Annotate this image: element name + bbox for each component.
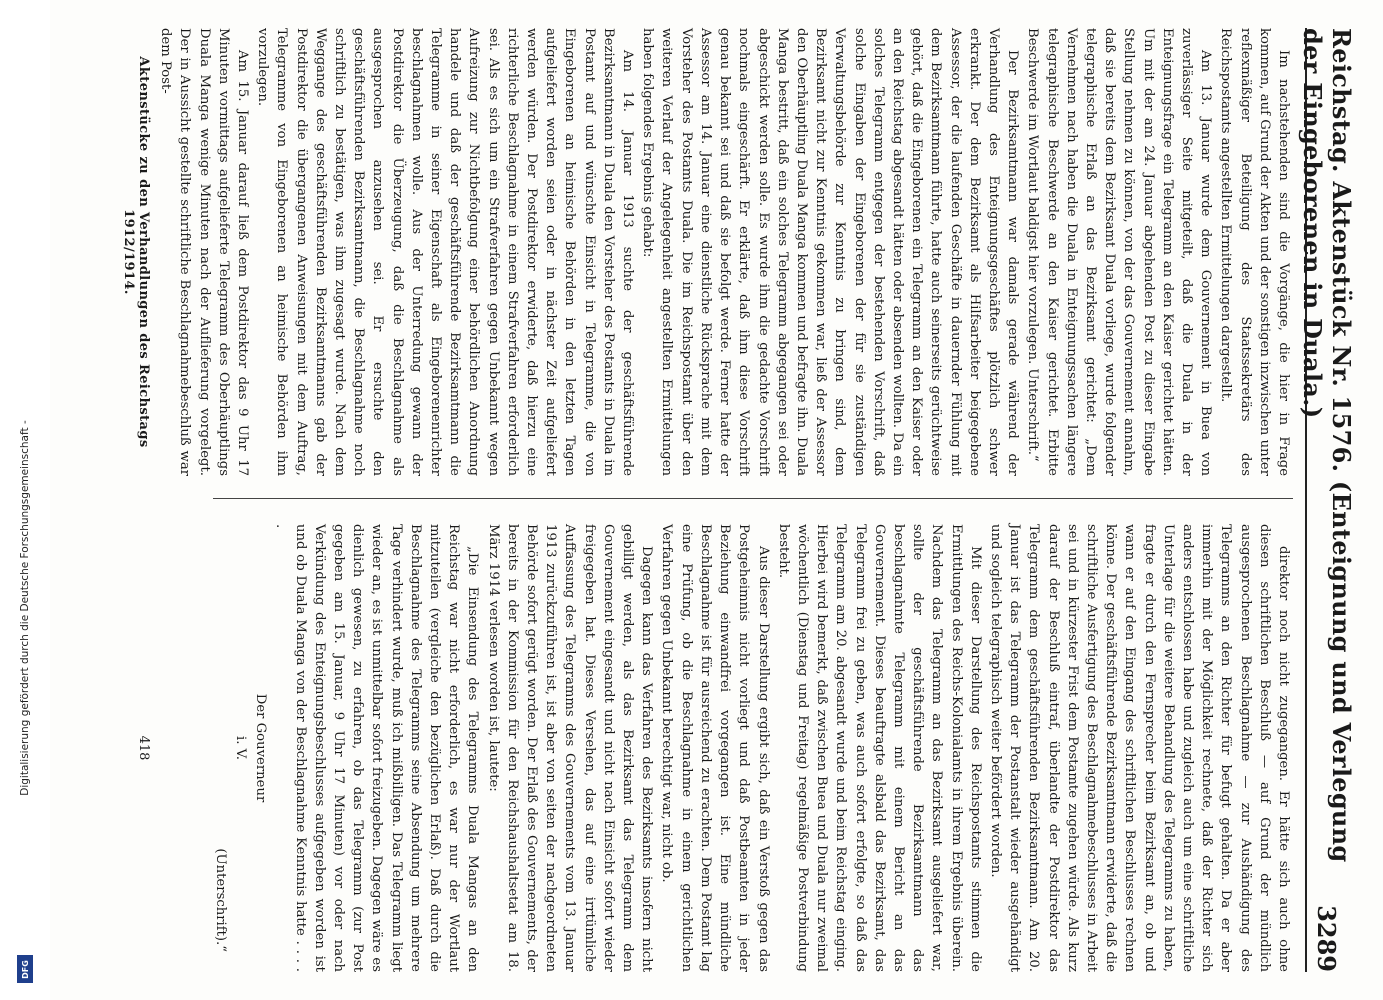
- page-number: 3289: [1312, 905, 1342, 972]
- dfg-logo-text: DFG: [20, 959, 30, 979]
- paragraph: Im nachstehenden sind die Vorgänge, die hier in Frage kommen, auf Grund der Akten und der sonstigen inzwischen unter reflexmäßiger Beteiligung des Staatssekretärs des Reichspostamts angestellten Ermittelungen dargestellt.: [1218, 28, 1291, 476]
- digitization-credit: Digitalisierung gefördert durch die Deutsche Forschungsgemeinschaft -: [19, 420, 31, 796]
- paragraph: Dagegen kann das Verfahren des Bezirksamts insofern nicht gebilligt werden, als das Bezirksamt das Telegramm dem Gouvernement eingesandt und nicht nach Einsicht sofort wieder freigegeben hat. Dieses Versehen, das auf eine irrtümliche Auffassung des Telegramms des Gouvernements vom 13. Januar 1913 zurückzuführen ist, ist aber von seiten der nachgeordneten Behörde sofort gerügt worden. Der Erlaß des Gouvernements, der bereits in der Kommission für den Reichshaushaltsetat am 18. März 1914 verlesen worden ist, lautete:: [485, 524, 655, 972]
- paragraph: „Die Einsendung des Telegramms Duala Mangas an den Reichstag war nicht erforderlich, es war nur der Wortlaut mitzuteilen (vergleiche den bezüglichen Erlaß). Daß durch die Beschlagnahme des Telegramms seine Absendung um mehrere Tage verhindert wurde, muß ich mißbilligen. Das Telegramm liegt wieder an, es ist unmittelbar sofort freizugeben. Dagegen wäre es dienlich gewesen, zu erfahren, ob das Telegramm (zur Post gegeben am 15. Januar, 9 Uhr 17 Minuten) vor oder nach Verkündung des Enteignungsbeschlusses aufgegeben worden ist und ob Duala Manga von der Beschlagnahme Kenntnis hatte . . . . .: [273, 524, 481, 972]
- digitization-sidebar: [0, 0, 50, 1000]
- paragraph: Aus dieser Darstellung ergibt sich, daß ein Verstoß gegen das Postgeheimnis nicht vorliegt und daß Postbeamten in jeder Beziehung einwandfrei vorgegangen ist. Eine mündliche Beschlagnahme ist für ausreichend zu erachten. Dem Postamt lag eine Prüfung, ob die Beschlagnahme in einem gerichtlichen Verfahren gegen Unbekannt berechtigt war, nicht ob.: [659, 524, 771, 972]
- dfg-logo-icon: [17, 955, 33, 983]
- paragraph: Am 13. Januar wurde dem Gouvernement in Buea von zuverlässiger Seite mitgeteilt, daß die Duala in der Enteignungsfrage ein Telegramm an den Kaiser gerichtet hätten. Um mit der am 24. Januar abgehenden Post zu dieser Eingabe Stellung nehmen zu können, von der das Gouvernement annahm, daß sie bereits dem Bezirksamt Duala vorliege, wurde folgender telegraphische Erlaß an das Bezirksamt gerichtet: „Dem Vernehmen nach haben die Duala in Enteignungssachen längere telegraphische Beschwerde an den Kaiser gerichtet. Erbitte Beschwerde im Wortlaut baldigst hier vorzulegen. Unterschrift.“: [1025, 28, 1214, 476]
- footer-page-number: 418: [136, 735, 151, 761]
- paragraph: Mit dieser Darstellung des Reichspostamts stimmen die Ermittlungen des Reichs-Kolonialamts in ihrem Ergebnis überein. Nachdem das Telegramm an das Bezirksamt ausgeliefert war, sollte der geschäftsführende Bezirksamtmann das beschlagnahmte Telegramm mit einem Bericht an das Gouvernement. Dieses beauftragte alsbald das Bezirksamt, das Telegramm frei zu geben, was auch sofort erfolgte, so daß das Telegramm am 20. abgesandt wurde und beim Reichstag einging. Hierbei wird bemerkt, daß zwischen Buea und Duala nur zweimal wöchentlich (Dienstag und Freitag) regelmäßige Postverbindung besteht.: [775, 524, 983, 972]
- page-footer: Aktenstücke zu den Verhandlungen des Reichstags 1912/1914.: [121, 56, 151, 448]
- paragraph: direktor noch nicht zugegangen. Er hätte sich auch ohne diesen schriftlichen Beschluß — auf Grund der mündlich ausgesprochenen Beschlagnahme — zur Aushändigung des Telegramms an den Richter für befugt gehalten. Da er aber immerhin mit der Möglichkeit rechnete, daß der Richter sich anders entschlossen habe und zugleich auch um eine schriftliche Unterlage für die weitere Behandlung des Telegramms zu haben, fragte er durch den Fernsprecher beim Bezirksamt an, ob und wann er auf den Eingang des schriftlichen Beschlusses rechnen könne. Der geschäftsführende Bezirksamtmann erwiderte, daß die schriftliche Ausfertigung des Beschlagnahmebeschlusses in Arbeit sei und in kürzester Frist dem Postamte zugehen würde. Als kurz darauf der Beschluß eintraf, überlandte der Postdirektor das Telegramm dem geschäftsführenden Bezirksamtmann. Am 20. Januar ist das Telegramm der Postanstalt wieder ausgehändigt und sogleich telegraphisch weiter befördert worden.: [987, 524, 1291, 972]
- paragraph: Der Bezirksamtmann war damals gerade während der Verhandlung des Enteignungsgeschäftes plötzlich schwer erkrankt. Der dem Bezirksamt als Hilfsarbeiter beigegebene Assessor, der die laufenden Geschäfte in dauernder Fühlung mit dem Bezirksamtmann führte, hatte auch seinerseits gerüchtweise gehört, daß die Eingeborenen ein Telegramm an den Kaiser oder an den Reichstag abgesandt hätten oder absenden wollten. Da ein solches Telegramm entgegen der bestehenden Vorschrift, daß solche Eingaben der Eingeborenen der für sie zuständigen Verwaltungsbehörde zur Kenntnis zu bringen sind, dem Bezirksamt nicht zur Kenntnis gekommen war, ließ der Assessor den Oberhäuptling Duala Manga kommen und befragte ihn. Duala Manga bestritt, daß ein solches Telegramm abgegangen sei oder abgeschickt werden solle. Es wurde ihm die gedachte Vorschrift nochmals eingeschärft. Er erklärte, daß ihm diese Vorschrift genau bekannt sei und daß sie befolgt werde. Ferner hatte der Assessor am 14. Januar eine dienstliche Rücksprache mit dem Vorsteher des Postamts Duala. Die im Reichspostamt über den weiteren Verlauf der Angelegenheit angestellten Ermittelungen haben folgendes Ergebnis gehabt:: [640, 28, 1021, 476]
- signature-name: (Unterschrift).“: [212, 848, 228, 952]
- left-column: [158, 28, 1293, 476]
- signature-title: Der Gouverneur: [253, 693, 269, 803]
- paragraph: Am 14. Januar 1913 suchte der geschäftsführende Bezirksamtmann in Duala den Vorsteher des Postamts in Duala im Postamt auf und wünschte Einsicht in Telegramme, die von Eingeborenen an heimische Behörden in den letzten Tagen aufgeliefert worden seien oder in nächster Zeit aufgeliefert werden würden. Der Postdirektor erwiderte, daß hierzu eine richterliche Beschlagnahme in einem Strafverfahren erforderlich sei. Als es sich um ein Strafverfahren gegen Unbekannt wegen Aufreizung zur Nichtbefolgung einer behördlichen Anordnung handele und daß der geschäftsführende Bezirksamtmann die Telegramme in seiner Eigenschaft als Eingeborenenrichter beschlagnahmen wolle. Aus der Unterredung gewann der Postdirektor die Überzeugung, daß die Beschlagnahme als ausgesprochen anzusehen sei. Er ersuchte den geschäftsführenden Bezirksamtmann, die Beschlagnahme noch schriftlich zu bestätigen, was ihm zugesagt wurde. Nach dem Weggange des geschäftsführenden Bezirksamtmanns gab der Postdirektor die übergangenen Anweisungen mit dem Auftrag, Telegramme von Eingeborenen an heimische Behörden ihm vorzulegen.: [255, 28, 636, 476]
- page-header: [1298, 28, 1356, 972]
- paragraph: Am 15. Januar darauf ließ dem Postdirektor das 9 Uhr 17 Minuten vormittags aufgelieferte Telegramm des Oberhäuptlings Duala Manga wenige Minuten nach der Auflieferung vorgelegt. Der in Aussicht gestellte schriftliche Beschlagnahmebeschluß war dem Post-: [158, 28, 251, 476]
- page-title: Reichstag. Aktenstück Nr. 1576. (Enteignung und Verlegung der Eingeborenen in Duala.): [1298, 28, 1356, 863]
- signature-proxy: i. V.: [233, 735, 249, 760]
- column-divider: [213, 498, 1293, 499]
- right-column: [173, 524, 1293, 972]
- scanned-page: [50, 0, 1383, 1000]
